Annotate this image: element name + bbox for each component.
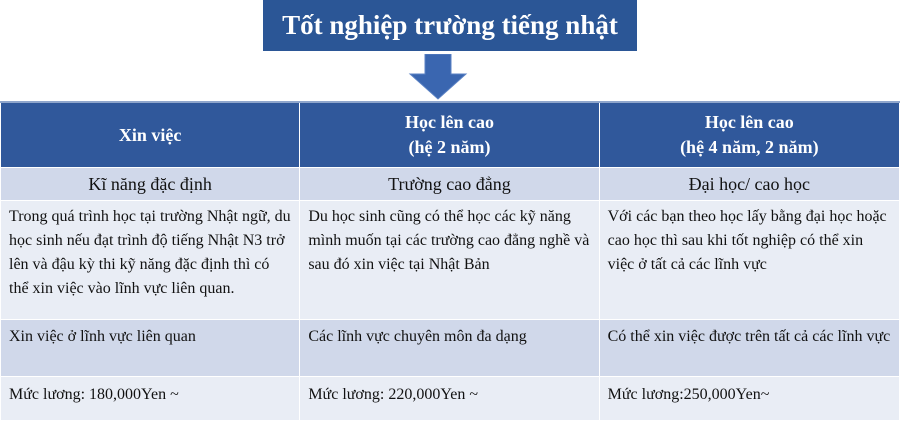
subheader-cell: Kĩ năng đặc định: [1, 168, 300, 201]
subheader-cell: Đại học/ cao học: [599, 168, 899, 201]
pathway-table: [0, 101, 900, 421]
description-cell: Trong quá trình học tại trường Nhật ngữ, du học sinh nếu đạt trình độ tiếng Nhật N3 trở lên và đậu kỳ thi kỹ năng đặc định thì có thể xin việc vào lĩnh vực liên quan.: [1, 201, 300, 320]
header-line: Xin việc: [118, 124, 182, 145]
field-row: [1, 320, 900, 377]
header-row: [1, 102, 900, 168]
salary-cell: Mức lương: 180,000Yen ~: [1, 377, 300, 421]
field-cell: Xin việc ở lĩnh vực liên quan: [1, 320, 300, 377]
header-line: (hệ 4 năm, 2 năm): [680, 137, 819, 157]
description-cell: Với các bạn theo học lấy bằng đại học hoặc cao học thì sau khi tốt nghiệp có thể xin việc ở tất cả các lĩnh vực: [599, 201, 899, 320]
description-cell: Du học sinh cũng có thể học các kỹ năng mình muốn tại các trường cao đẳng nghề và sau đó xin việc tại Nhật Bản: [300, 201, 599, 320]
header-line: Học lên cao: [704, 112, 794, 132]
salary-cell: Mức lương: 220,000Yen ~: [300, 377, 599, 421]
column-header: [300, 102, 599, 168]
down-arrow-icon: [408, 54, 468, 100]
column-header: [599, 102, 899, 168]
field-cell: Các lĩnh vực chuyên môn đa dạng: [300, 320, 599, 377]
description-row: [1, 201, 900, 320]
diagram-title: Tốt nghiệp trường tiếng nhật: [263, 0, 637, 51]
subheader-cell: Trường cao đẳng: [300, 168, 599, 201]
subheader-row: [1, 168, 900, 201]
header-line: (hệ 2 năm): [408, 137, 491, 157]
column-header: [1, 102, 300, 168]
header-line: Học lên cao: [404, 112, 494, 132]
salary-cell: Mức lương:250,000Yen~: [599, 377, 899, 421]
salary-row: [1, 377, 900, 421]
field-cell: Có thể xin việc được trên tất cả các lĩnh vực: [599, 320, 899, 377]
